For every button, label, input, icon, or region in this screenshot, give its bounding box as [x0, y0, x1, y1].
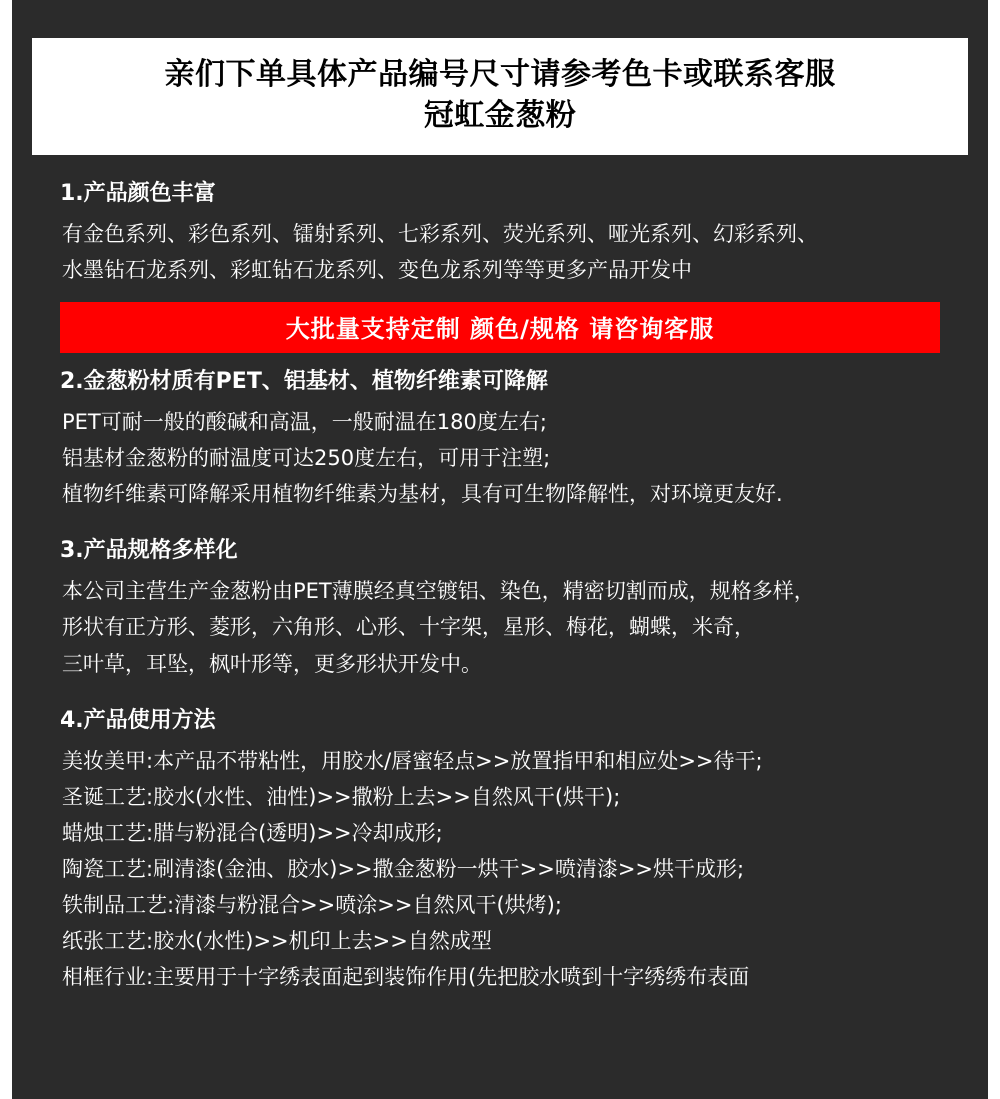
section-material: [60, 365, 940, 512]
section-4-line-7: 相框行业:主要用于十字绣表面起到装饰作用(先把胶水喷到十字绣绣布表面: [62, 965, 750, 990]
section-1-line-2: 水墨钻石龙系列、彩虹钻石龙系列、变色龙系列等等更多产品开发中: [62, 257, 692, 282]
section-specifications: [60, 534, 940, 681]
section-4-line-4: 陶瓷工艺:刷清漆(金油、胶水)>>撒金葱粉一烘干>>喷清漆>>烘干成形;: [62, 856, 745, 881]
section-4-line-5: 铁制品工艺:清漆与粉混合>>喷涂>>自然风干(烘烤);: [62, 893, 562, 918]
section-1-line-1: 有金色系列、彩色系列、镭射系列、七彩系列、荧光系列、哑光系列、幻彩系列、: [62, 221, 818, 246]
banner-title-line-1: 亲们下单具体产品编号尺寸请参考色卡或联系客服: [164, 57, 836, 92]
section-3-heading: 3.产品规格多样化: [60, 538, 238, 564]
content-body: [12, 177, 988, 1026]
section-3-line-3: 三叶草，耳坠，枫叶形等，更多形状开发中。: [62, 651, 482, 676]
section-3-line-1: 本公司主营生产金葱粉由PET薄膜经真空镀铝、染色，精密切割而成，规格多样，: [62, 579, 815, 604]
banner-title-line-2: 冠虹金葱粉: [423, 98, 577, 134]
section-1-heading: 1.产品颜色丰富: [60, 180, 216, 206]
section-4-line-1: 美妆美甲:本产品不带粘性，用胶水/唇蜜轻点>>放置指甲和相应处>>待干;: [62, 748, 763, 773]
section-2-heading: 2.金葱粉材质有PET、铝基材、植物纤维素可降解: [60, 369, 548, 394]
section-usage: [60, 704, 940, 996]
section-product-colors: [60, 177, 940, 288]
section-2-line-3: 植物纤维素可降解采用植物纤维素为基材，具有可生物降解性，对环境更友好.: [62, 482, 783, 507]
title-banner: [32, 38, 968, 155]
bottom-spacer: [60, 995, 940, 1025]
section-2-line-1: PET可耐一般的酸碱和高温，一般耐温在180度左右;: [62, 410, 547, 434]
section-4-line-2: 圣诞工艺:胶水(水性、油性)>>撒粉上去>>自然风干(烘干);: [62, 784, 621, 809]
section-4-line-6: 纸张工艺:胶水(水性)>>机印上去>>自然成型: [62, 929, 492, 954]
section-4-line-3: 蜡烛工艺:腊与粉混合(透明)>>冷却成形;: [62, 820, 443, 845]
section-2-line-2: 铝基材金葱粉的耐温度可达250度左右，可用于注塑;: [62, 446, 551, 471]
custom-order-highlight-bar: 大批量支持定制 颜色/规格 请咨询客服: [60, 302, 940, 353]
section-4-heading: 4.产品使用方法: [60, 707, 216, 733]
section-3-line-2: 形状有正方形、菱形，六角形、心形、十字架，星形、梅花，蝴蝶，米奇，: [62, 615, 755, 640]
